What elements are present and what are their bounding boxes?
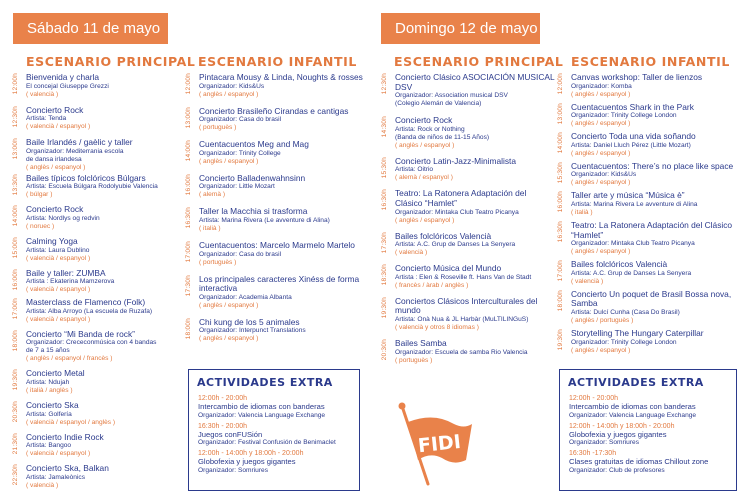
event-time: 14:30h xyxy=(381,116,388,138)
extra-activity-organizer: Organizador: Club de profesores xyxy=(569,466,665,474)
event-time: 18:00h xyxy=(12,329,19,352)
event-languages: ( anglès / espanyol / francès ) xyxy=(26,355,113,363)
extra-activity xyxy=(198,423,359,448)
event-languages: ( valencià ) xyxy=(395,249,428,257)
event-languages: ( anglès / portuguès ) xyxy=(571,316,634,324)
event-detail: Artista: Alba Arroyo (La escuela de Ruzafa) xyxy=(26,307,153,315)
event-title: Bailes Samba xyxy=(395,337,447,348)
event-item xyxy=(185,73,365,99)
event-title: Cuentacuentos: Marcelo Marmelo Martelo xyxy=(199,239,355,250)
event-languages: ( portuguès ) xyxy=(199,124,237,132)
event-item xyxy=(381,116,556,150)
event-languages: ( valencià ) xyxy=(26,90,59,98)
event-title: Concierto Latin-Jazz-Minimalista xyxy=(395,155,517,166)
event-time: 12:00h xyxy=(185,73,192,95)
event-item xyxy=(12,433,184,459)
day-banner-sunday xyxy=(381,13,540,44)
event-title: Concierto Ska, Balkan xyxy=(26,463,109,474)
event-detail: Artista: Onà Nua & JL Harbàr (MuLTILINGuS) xyxy=(395,315,529,323)
event-item xyxy=(12,464,184,490)
extra-activity-organizer: Organizador: Valencia Language Exchange xyxy=(198,411,326,419)
schedule-sat-main xyxy=(12,73,184,490)
event-detail: Artista: Ndujah xyxy=(26,378,70,386)
event-languages: ( valencià / espanyol ) xyxy=(26,315,91,323)
event-item xyxy=(557,73,742,99)
event-time: 17:30h xyxy=(381,231,388,253)
event-item xyxy=(557,260,742,286)
event-languages: ( anglès / espanyol ) xyxy=(571,90,631,98)
event-title: Baile Irlandés / gaèlic y taller xyxy=(26,137,133,148)
event-detail: (Banda de niños de 11-15 Años) xyxy=(395,133,490,141)
event-time: 15:30h xyxy=(557,161,564,184)
event-title: Concierto Música del Mundo xyxy=(395,263,502,274)
event-item xyxy=(557,162,742,188)
event-detail: El concejal Giuseppe Grezzi xyxy=(26,82,109,90)
event-item xyxy=(12,269,184,295)
event-item xyxy=(557,290,742,325)
event-title: Taller la Macchia si trasforma xyxy=(199,206,308,217)
extra-activity-time: 16:30h - 20:00h xyxy=(198,422,248,430)
event-detail: Artista: Marina Rivera Le avventure di Alina xyxy=(571,200,698,208)
event-time: 16:30h xyxy=(185,207,192,229)
event-detail: Artista: Jamaleònics xyxy=(26,473,85,481)
day-banner-label: Domingo 12 de mayo xyxy=(395,20,538,37)
event-languages: ( noruec ) xyxy=(26,222,55,230)
event-title: Concierto Metal xyxy=(26,368,85,379)
event-item xyxy=(12,138,184,172)
event-time: 16:30h xyxy=(557,220,564,243)
event-languages: ( anglès / espanyol ) xyxy=(571,248,631,256)
heading-sun-kids-stage: ESCENARIO INFANTIL xyxy=(571,54,730,69)
extra-activity xyxy=(198,395,359,420)
event-title: Conciertos Clásicos Interculturales del mundo xyxy=(395,295,538,316)
event-detail: Artista: Nordlys og redvin xyxy=(26,214,100,222)
event-time: 21:30h xyxy=(12,432,19,454)
event-title: Cuentacuentos Shark in the Park xyxy=(571,101,694,112)
event-item xyxy=(381,264,556,290)
event-item xyxy=(12,298,184,324)
flag-label: FIDI xyxy=(416,430,462,458)
event-item xyxy=(185,207,365,233)
extra-activity-time: 12:00h - 20:00h xyxy=(569,395,619,402)
event-detail: de dansa irlandesa xyxy=(26,155,82,163)
event-languages: ( anglès / espanyol ) xyxy=(571,346,631,354)
event-detail: Artista: Escuela Búlgara Rodolyubie Valencia xyxy=(26,183,158,191)
event-languages: ( alemà ) xyxy=(199,191,226,199)
event-detail: Organizador: Komba xyxy=(571,82,632,90)
event-languages: ( valencià y otros 8 idiomas ) xyxy=(395,323,479,331)
event-item xyxy=(381,297,556,332)
event-title: Baile y taller: ZUMBA xyxy=(26,267,106,278)
event-languages: ( valencià / espanyol ) xyxy=(26,450,91,458)
extra-activity-time: 12:00h - 14:00h y 18:00h - 20:00h xyxy=(198,450,304,458)
event-title: Concierto Rock xyxy=(26,104,84,115)
event-detail: Artista: Marina Rivera (Le avventure di Alina) xyxy=(199,216,330,224)
event-item xyxy=(12,401,184,427)
event-item xyxy=(185,107,365,133)
event-title: Cuentacuentos Meg and Mag xyxy=(199,139,309,150)
event-languages: ( italià ) xyxy=(571,208,593,216)
event-time: 15:30h xyxy=(381,156,388,179)
event-time: 12:30h xyxy=(12,105,19,127)
event-detail: Organizador: Trinity College xyxy=(199,149,281,157)
event-item xyxy=(381,73,556,108)
extra-activity-organizer: Organizador: Valencia Language Exchange xyxy=(569,411,697,419)
event-title: Concierto Brasileño Cirandas e cantigas xyxy=(199,105,349,116)
event-detail: Organizador: Kids&Us xyxy=(571,171,637,179)
event-languages: ( búlgar ) xyxy=(26,191,53,199)
extra-activity xyxy=(569,423,736,448)
event-time: 17:00h xyxy=(185,240,192,263)
event-languages: ( portuguès ) xyxy=(395,356,433,364)
event-title: Masterclass de Flamenco (Folk) xyxy=(26,297,146,308)
event-detail: Artista: Rock or Nothing xyxy=(395,125,465,133)
event-title: Calming Yoga xyxy=(26,235,78,246)
event-title: Canvas workshop: Taller de lienzos xyxy=(571,72,703,82)
event-time: 22:30h xyxy=(12,464,19,486)
event-languages: ( francès / àrab / anglès ) xyxy=(395,281,469,289)
event-detail: Organizador: Trinity College London xyxy=(571,338,677,346)
event-languages: ( anglès / espanyol ) xyxy=(199,157,259,165)
extra-activity-time: 12:00h - 20:00h xyxy=(198,395,248,402)
event-time: 18:30h xyxy=(381,264,388,286)
event-item xyxy=(12,237,184,263)
event-item xyxy=(12,106,184,132)
event-languages: ( anglès / espanyol ) xyxy=(26,163,86,171)
event-detail: Organizador: Casa do brasil xyxy=(199,116,282,124)
event-title: Concierto Indie Rock xyxy=(26,431,104,442)
event-time: 16:00h xyxy=(185,173,192,196)
event-title: Concierto “Mi Banda de rock” xyxy=(26,328,135,339)
event-time: 12:30h xyxy=(381,73,388,95)
day-banner-label: Sábado 11 de mayo xyxy=(27,20,161,37)
event-detail: Organizador: Mediterrania escola xyxy=(26,147,124,155)
event-time: 19:30h xyxy=(12,369,19,391)
event-title: Bienvenida y charla xyxy=(26,72,100,82)
event-languages: ( anglès / espanyol ) xyxy=(199,301,259,309)
event-item xyxy=(557,329,742,355)
extra-activities-heading: ACTIVIDADES EXTRA xyxy=(568,376,704,389)
event-time: 20:30h xyxy=(381,338,388,361)
event-title: Concierto Rock xyxy=(26,204,84,215)
event-time: 16:00h xyxy=(557,191,564,213)
day-banner-saturday xyxy=(13,13,168,44)
extra-activity-name: Clases gratuitas de idiomas Chillout zone xyxy=(569,457,709,467)
event-title: Taller arte y música “Música è” xyxy=(571,190,685,201)
event-time: 15:00h xyxy=(12,236,19,259)
event-detail: Organizador: Casa do brasil xyxy=(199,250,282,258)
event-time: 18:00h xyxy=(557,289,564,312)
event-item xyxy=(185,275,365,310)
event-time: 14:00h xyxy=(185,140,192,162)
extra-activity-name: Globofexia y juegos gigantes xyxy=(198,457,296,467)
event-title: Concierto Balladenwahnsinn xyxy=(199,172,306,183)
event-languages: ( valencià / espanyol ) xyxy=(26,123,91,131)
event-languages: ( italià ) xyxy=(199,224,221,232)
event-title: Bailes folclóricos Valencià xyxy=(395,230,492,241)
event-detail: Organizador: Mintaka Club Teatro Picanya xyxy=(571,240,695,248)
event-languages: ( anglès / espanyol ) xyxy=(395,216,455,224)
event-title: Cuentacuentos: There’s no place like space xyxy=(571,160,734,171)
event-time: 13:00h xyxy=(557,102,564,124)
event-detail: Organizador: Crececonmúsica con 4 bandas xyxy=(26,339,157,347)
event-item xyxy=(381,189,556,224)
event-detail: Artista: Daniel Lluch Pérez (Little Mozart) xyxy=(571,141,691,149)
event-languages: ( anglès / espanyol ) xyxy=(199,335,259,343)
extra-activity xyxy=(198,450,359,475)
event-detail: Organizador: Academia Albanta xyxy=(199,293,292,301)
event-detail: de 7 a 15 años xyxy=(26,347,70,355)
event-time: 16:00h xyxy=(12,268,19,290)
event-time: 16:30h xyxy=(381,189,388,211)
event-detail: Organizador: Trinity College London xyxy=(571,112,677,120)
event-languages: ( valencià ) xyxy=(571,277,604,285)
heading-sat-main-stage: ESCENARIO PRINCIPAL xyxy=(26,54,196,69)
event-detail: Artista: Dulcí Cunha (Casa Do Brasil) xyxy=(571,308,680,316)
event-detail: Artista: Golfería xyxy=(26,410,72,418)
event-item xyxy=(185,318,365,344)
extra-activity-time: 12:00h - 14:00h y 18:00h - 20:00h xyxy=(569,422,675,430)
event-title: Chi kung de los 5 animales xyxy=(199,316,300,327)
event-time: 12:00h xyxy=(12,73,19,95)
event-detail: Artista: Bangoo xyxy=(26,442,72,450)
event-title: Storytelling The Hungary Caterpillar xyxy=(571,327,704,338)
event-languages: ( valencià / espanyol ) xyxy=(26,286,91,294)
event-time: 18:00h xyxy=(185,317,192,340)
extra-activity-name: Juegos conFUSión xyxy=(198,429,263,439)
event-detail: Artista : Elen & Roseville ft. Hans Van de Stadt xyxy=(395,273,532,281)
event-languages: ( italià / anglès ) xyxy=(26,386,73,394)
event-item xyxy=(185,140,365,166)
extra-activity-name: Intercambio de idiomas con banderas xyxy=(569,402,696,411)
extra-activities-sun xyxy=(559,369,737,491)
extra-activity-organizer: Organizador: Festival Confusión de Benimaclet xyxy=(198,439,336,447)
event-item xyxy=(12,330,184,364)
event-languages: ( anglès / espanyol ) xyxy=(571,179,631,187)
event-detail: (Colegio Alemán de Valencia) xyxy=(395,100,482,108)
event-item xyxy=(12,174,184,200)
event-time: 14:00h xyxy=(12,205,19,227)
event-item xyxy=(381,339,556,365)
event-item xyxy=(185,241,365,267)
event-time: 19:30h xyxy=(557,328,564,351)
event-item xyxy=(381,157,556,183)
extra-activities-heading: ACTIVIDADES EXTRA xyxy=(197,376,333,389)
event-item xyxy=(12,369,184,395)
event-detail: Organizador: Kids&Us xyxy=(199,82,265,90)
event-time: 13:30h xyxy=(12,173,19,196)
event-item xyxy=(12,205,184,231)
extra-activity-name: Globofexia y juegos gigantes xyxy=(569,429,667,439)
event-languages: ( valencià / espanyol ) xyxy=(26,254,91,262)
event-detail: Artista: A.C. Grup de Danses La Senyera xyxy=(395,241,516,249)
event-title: Concierto Ska xyxy=(26,399,79,410)
event-title: Pintacara Mousy & Linda, Noughts & rosses xyxy=(199,72,363,82)
extra-activity-time: 16:30h -17:30h xyxy=(569,450,617,458)
event-time: 12:00h xyxy=(557,73,564,95)
event-title: Bailes folclóricos Valencià xyxy=(571,259,668,270)
event-time: 19:30h xyxy=(381,296,388,319)
extra-activity xyxy=(569,395,736,420)
extra-activity-organizer: Organizador: Somriures xyxy=(198,466,268,474)
event-time: 14:00h xyxy=(557,132,564,154)
event-languages: ( valencià / espanyol / anglès ) xyxy=(26,418,116,426)
event-title: Concierto Toda una vida soñando xyxy=(571,131,696,142)
event-title: Concierto Un poquet de Brasil Bossa nova, Samba xyxy=(571,288,732,309)
event-languages: ( alemà / espanyol ) xyxy=(395,174,453,182)
event-title: Teatro: La Ratonera Adaptación del Clásico “Hamlet” xyxy=(571,219,733,240)
event-title: Los principales caracteres Xinéss de forma interactiva xyxy=(199,273,360,294)
event-time: 13:00h xyxy=(185,106,192,128)
event-detail: Artista: Laura Dublino xyxy=(26,246,90,254)
event-detail: Artista: Tenda xyxy=(26,115,67,123)
schedule-sun-kids xyxy=(557,73,742,355)
event-time: 13:00h xyxy=(12,138,19,160)
event-detail: Organizador: Association musical DSV xyxy=(395,92,508,100)
event-detail: Organizador: Little Mozart xyxy=(199,183,275,191)
event-detail: Artista: A.C. Grup de Danses La Senyera xyxy=(571,269,692,277)
event-title: Teatro: La Ratonera Adaptación del Clásico “Hamlet” xyxy=(395,188,527,208)
event-detail: Artista : Ekaterina Mamzerova xyxy=(26,278,115,286)
event-item xyxy=(557,191,742,217)
flag-pole-top xyxy=(399,403,406,410)
event-title: Concierto Rock xyxy=(395,115,453,126)
event-detail: Organizador: Escuela de samba Rio Valencia xyxy=(395,348,528,356)
event-time: 17:30h xyxy=(185,274,192,296)
event-detail: Organizador: Mintaka Club Teatro Picanya xyxy=(395,208,519,216)
event-languages: ( anglès / espanyol ) xyxy=(571,149,631,157)
event-time: 20:30h xyxy=(12,400,19,423)
event-languages: ( anglès / espanyol ) xyxy=(571,120,631,128)
event-detail: Artista: Oitrio xyxy=(395,166,434,174)
event-detail: Organizador: Interpunct Translations xyxy=(199,327,306,335)
event-item xyxy=(12,73,184,99)
extra-activity-name: Intercambio de idiomas con banderas xyxy=(198,402,325,411)
event-title: Concierto Clásico ASOCIACIÓN MUSICAL DSV xyxy=(395,72,555,92)
event-languages: ( valencià ) xyxy=(26,481,59,489)
event-languages: ( portuguès ) xyxy=(199,258,237,266)
event-time: 17:00h xyxy=(12,298,19,320)
event-languages: ( anglès / espanyol ) xyxy=(199,90,259,98)
event-time: 17:00h xyxy=(557,260,564,282)
event-item xyxy=(185,174,365,200)
heading-sat-kids-stage: ESCENARIO INFANTIL xyxy=(198,54,357,69)
extra-activity-organizer: Organizador: Somriures xyxy=(569,439,639,447)
schedule-sat-kids xyxy=(185,73,365,343)
event-item xyxy=(381,232,556,258)
extra-activity xyxy=(569,450,736,475)
schedule-sun-main xyxy=(381,73,556,365)
event-languages: ( anglès / espanyol ) xyxy=(395,141,455,149)
fidi-flag-logo xyxy=(394,398,474,488)
event-item xyxy=(557,221,742,256)
heading-sun-main-stage: ESCENARIO PRINCIPAL xyxy=(394,54,564,69)
event-title: Bailes típicos folclóricos Búlgars xyxy=(26,172,146,183)
event-item xyxy=(557,132,742,158)
extra-activities-sat xyxy=(188,369,360,491)
event-item xyxy=(557,103,742,129)
